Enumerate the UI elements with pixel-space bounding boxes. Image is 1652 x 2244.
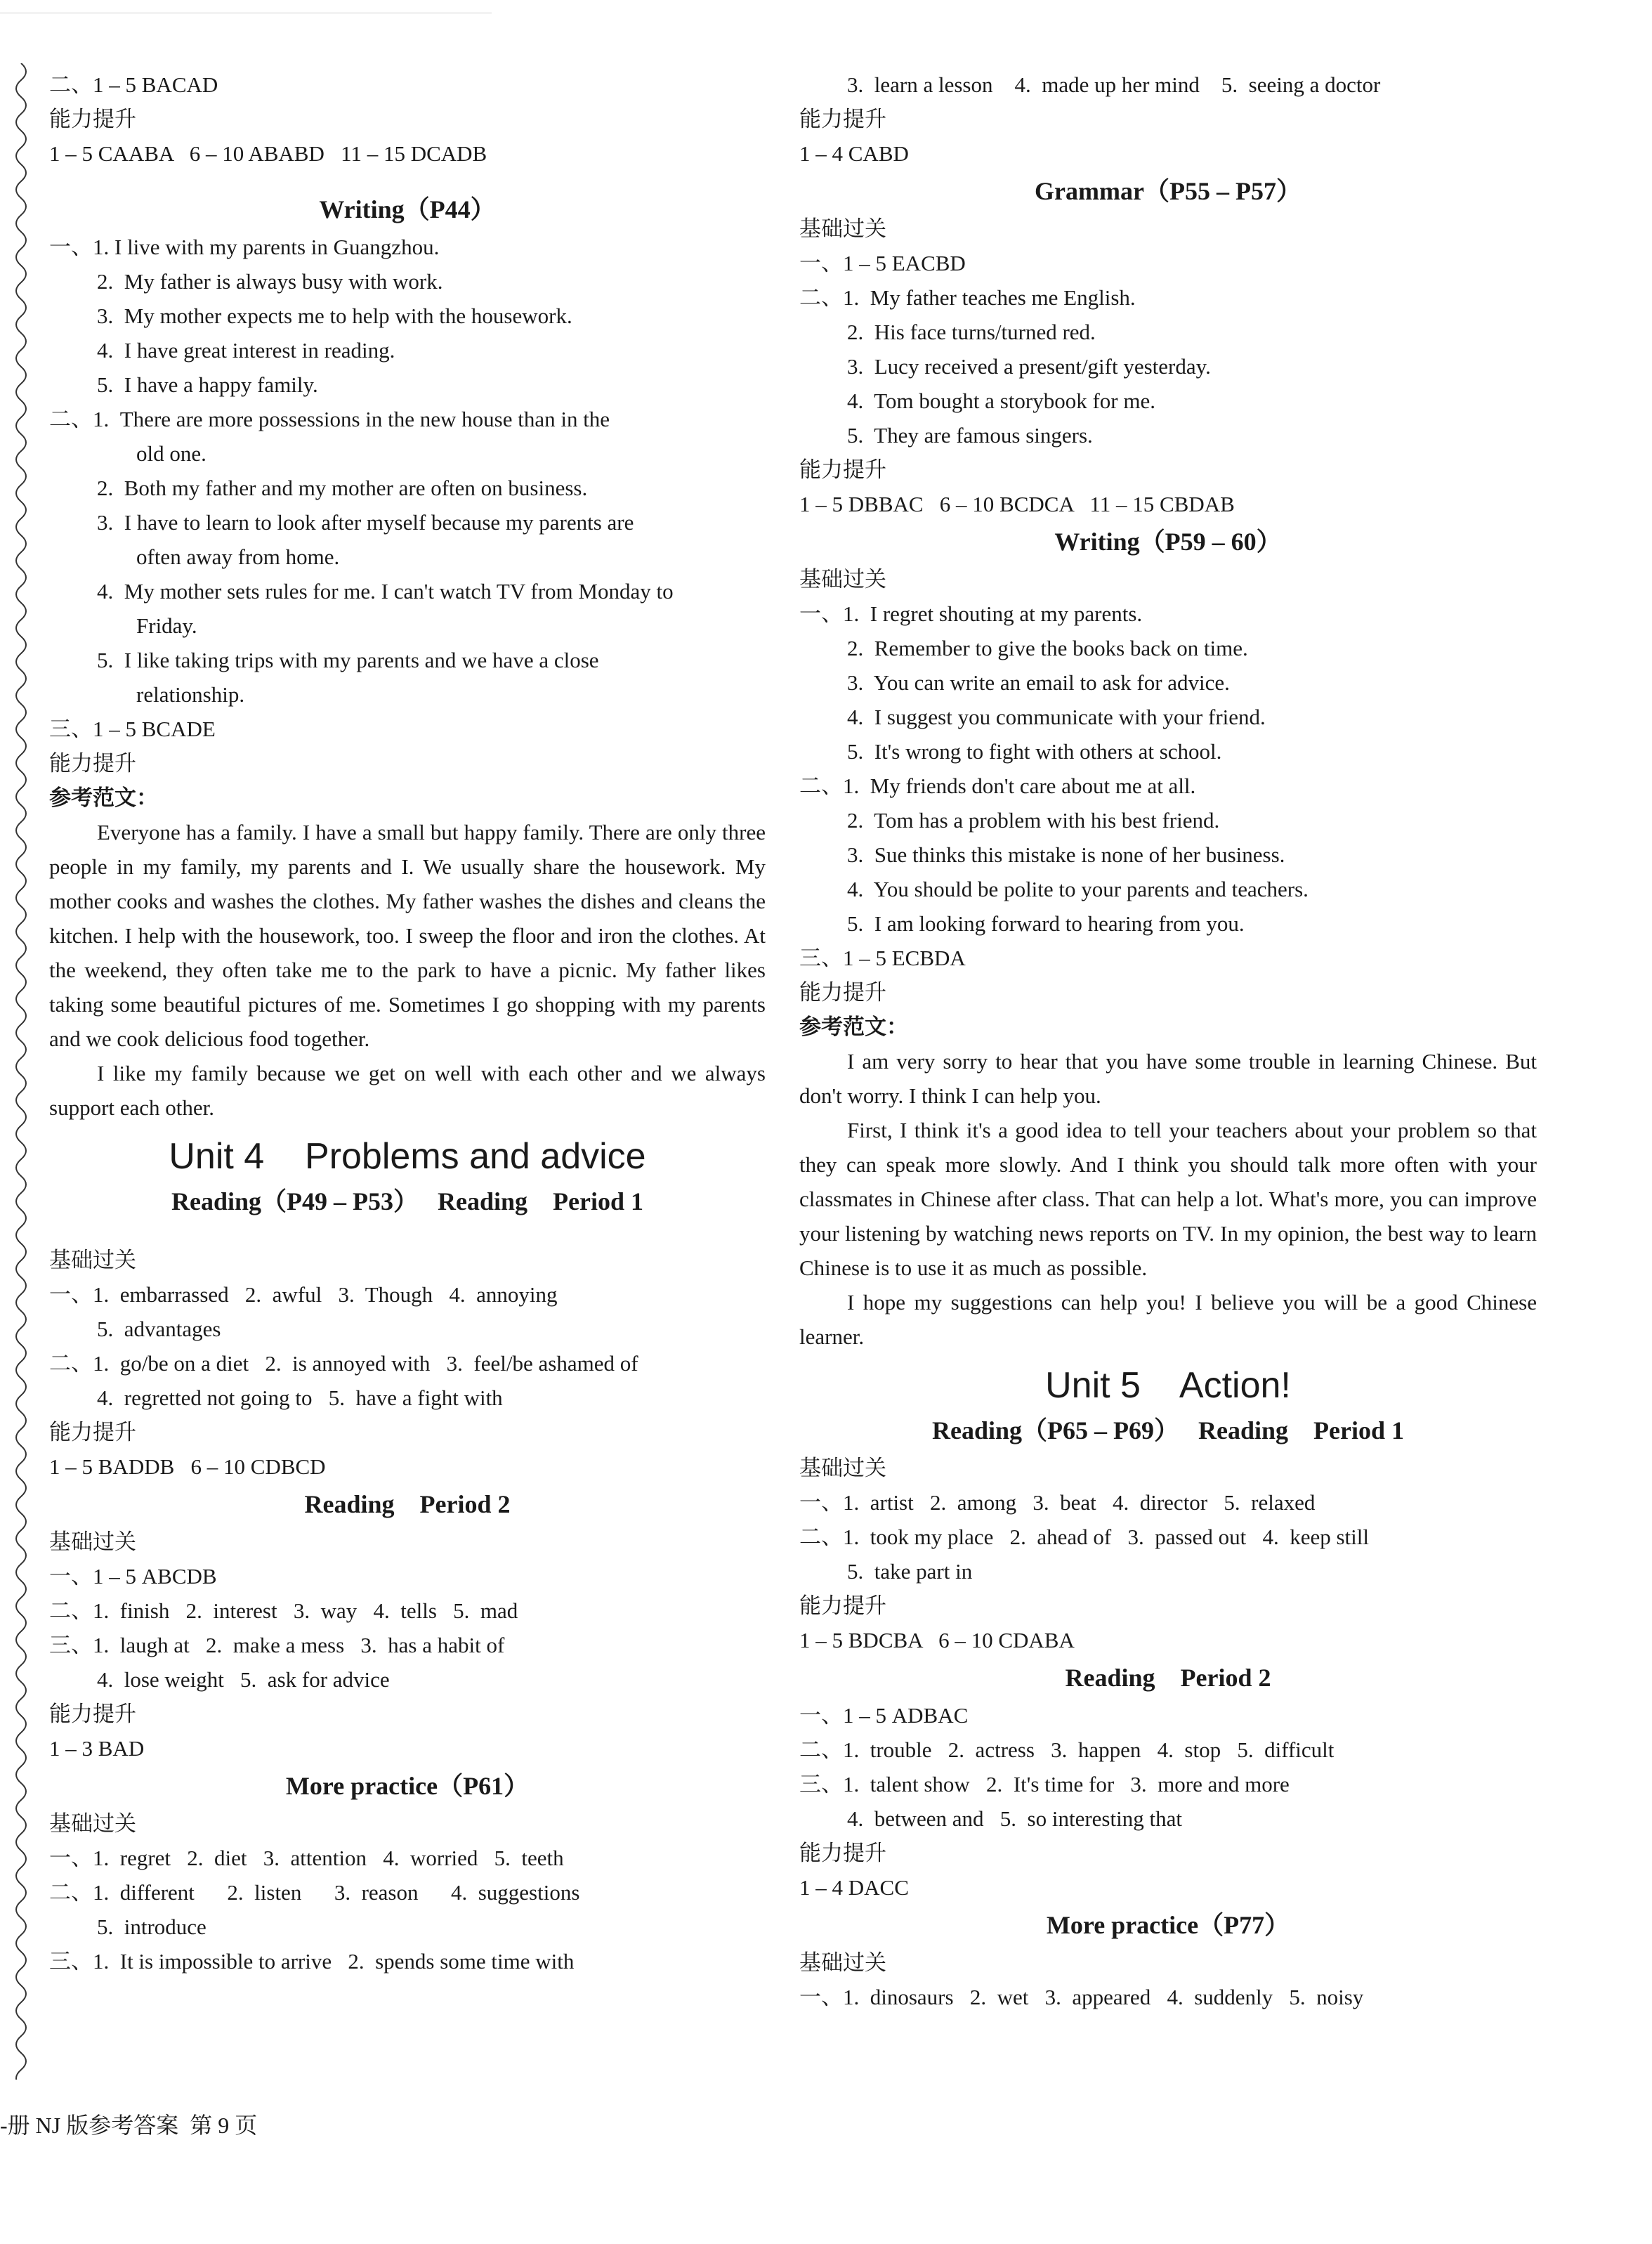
section-title-reading-period-1: Reading（P49 – P53） Reading Period 1	[171, 1187, 643, 1215]
answer-line: 5. They are famous singers.	[847, 423, 1093, 448]
section-label: 基础过关	[49, 1529, 136, 1554]
section-label: 能力提升	[799, 107, 886, 131]
answer-line: 2. His face turns/turned red.	[847, 320, 1096, 344]
answer-line: 1 – 5 DBBAC 6 – 10 BCDCA 11 – 15 CBDAB	[799, 492, 1235, 516]
answer-line: 三、1 – 5 BCADE	[49, 717, 216, 741]
answer-line: 3. My mother expects me to help with the housework.	[97, 304, 572, 328]
answer-line: 一、1 – 5 EACBD	[799, 251, 966, 275]
answer-line: 一、1 – 5 ABCDB	[49, 1564, 217, 1589]
essay-paragraph: First, I think it's a good idea to tell your teachers about your problem so that they can speak more slowly. And I think you should talk more often with your classmates in Chinese after class. That can help a lot. What's more, you can improve your listening by watching news reports on TV. In my opinion, the best way to learn Chinese is to use it as much as possible.	[799, 1118, 1537, 1280]
section-label: 能力提升	[799, 1841, 886, 1865]
answer-line: 4. I suggest you communicate with your friend.	[847, 705, 1266, 729]
answer-line: 三、1. talent show 2. It's time for 3. more and more	[799, 1772, 1290, 1796]
item-number: 一、1.	[49, 235, 110, 259]
answer-line: 一、1 – 5 ADBAC	[799, 1703, 969, 1728]
section-title-writing-p59: Writing（P59 – 60）	[1054, 528, 1282, 556]
answer-line: 4. I have great interest in reading.	[97, 338, 395, 363]
section-label: 能力提升	[49, 1420, 136, 1444]
answer-line: 5. take part in	[847, 1559, 973, 1584]
decorative-wavy-border	[0, 63, 42, 2080]
answer-line: 3. Sue thinks this mistake is none of her business.	[847, 842, 1285, 867]
answer-line: 5. advantages	[97, 1317, 221, 1341]
answer-line: relationship.	[136, 682, 245, 707]
answer-line: often away from home.	[136, 544, 340, 569]
right-column	[799, 67, 1537, 2014]
section-label: 能力提升	[49, 751, 136, 776]
sample-essay-label: 参考范文：	[799, 1015, 908, 1039]
section-label: 能力提升	[799, 457, 886, 482]
answer-line: 1 – 5 BADDB 6 – 10 CDBCD	[49, 1454, 326, 1479]
answer-line: 5. I am looking forward to hearing from you.	[847, 911, 1245, 936]
section-title-reading-period-2: Reading Period 2	[1065, 1664, 1271, 1692]
answer-line: 三、1. laugh at 2. make a mess 3. has a habit of	[49, 1633, 505, 1657]
answer-line: 一、1. artist 2. among 3. beat 4. director 5. relaxed	[799, 1490, 1316, 1515]
answer-line: 1 – 5 CAABA 6 – 10 ABABD 11 – 15 DCADB	[49, 141, 487, 166]
answer-line: 一、1. embarrassed 2. awful 3. Though 4. annoying	[49, 1282, 558, 1307]
answer-line: 4. You should be polite to your parents and teachers.	[847, 877, 1309, 901]
answer-text: I live with my parents in Guangzhou.	[114, 235, 440, 259]
unit-5-title: Unit 5 Action!	[1045, 1365, 1291, 1406]
answer-line: 1 – 5 BDCBA 6 – 10 CDABA	[799, 1628, 1075, 1652]
essay-paragraph: I hope my suggestions can help you! I believe you will be a good Chinese learner.	[799, 1290, 1537, 1349]
essay-paragraph: Everyone has a family. I have a small but happy family. There are only three people in my family, my parents and I. We usually share the housework. My mother cooks and washes the clothes. My father washes the dishes and cleans the kitchen. I help with the housework, too. I sweep the floor and iron the clothes. At the weekend, they often take me to the park to have a picnic. My father likes taking some beautiful pictures of me. Sometimes I go shopping with my parents and we cook delicious food together.	[49, 820, 766, 1051]
sample-essay-label: 参考范文：	[49, 785, 158, 810]
answer-line: 二、1. My father teaches me English.	[799, 285, 1136, 310]
essay-paragraph: I like my family because we get on well with each other and we always support each other.	[49, 1061, 766, 1120]
section-title-reading-period-1: Reading（P65 – P69） Reading Period 1	[932, 1416, 1404, 1444]
left-column	[49, 67, 766, 1978]
answer-line: 2. Tom has a problem with his best friend.	[847, 808, 1220, 833]
answer-line: 二、1. trouble 2. actress 3. happen 4. stop 5. difficult	[799, 1737, 1335, 1762]
answer-line: 二、1. My friends don't care about me at all.	[799, 774, 1196, 798]
answer-line: 4. My mother sets rules for me. I can't watch TV from Monday to	[97, 579, 674, 604]
answer-line: 3. You can write an email to ask for advice.	[847, 670, 1230, 695]
answer-line: 二、1. There are more possessions in the new house than in the	[49, 407, 610, 431]
answer-line: 4. Tom bought a storybook for me.	[847, 389, 1155, 413]
answer-line: 2. My father is always busy with work.	[97, 269, 443, 294]
section-title-more-practice-p61: More practice（P61）	[285, 1772, 530, 1800]
answer-line: 5. I like taking trips with my parents and we have a close	[97, 648, 599, 672]
answer-line: 二、1. finish 2. interest 3. way 4. tells 5. mad	[49, 1598, 518, 1623]
section-label: 能力提升	[799, 1593, 886, 1618]
essay-paragraph: I am very sorry to hear that you have some trouble in learning Chinese. But don't worry. I think I can help you.	[799, 1049, 1537, 1108]
answer-line: 5. It's wrong to fight with others at school.	[847, 739, 1222, 764]
section-title-more-practice-p77: More practice（P77）	[1046, 1911, 1290, 1939]
answer-line: 二、1. took my place 2. ahead of 3. passed out 4. keep still	[799, 1525, 1370, 1549]
answer-line: 二、1 – 5 BACAD	[49, 72, 218, 97]
section-title-writing-p44: Writing（P44）	[319, 195, 496, 223]
section-title-reading-period-2: Reading Period 2	[304, 1490, 511, 1518]
answer-line: 5. introduce	[97, 1914, 206, 1939]
answer-line: Friday.	[136, 613, 197, 638]
answer-line: 3. I have to learn to look after myself because my parents are	[97, 510, 634, 535]
answer-line: 3. learn a lesson 4. made up her mind 5. seeing a doctor	[847, 72, 1381, 97]
section-label: 能力提升	[49, 1702, 136, 1726]
answer-line: 2. Both my father and my mother are often on business.	[97, 476, 588, 500]
answer-line: 三、1. It is impossible to arrive 2. spends some time with	[49, 1949, 575, 1974]
section-label: 基础过关	[799, 1950, 886, 1975]
answer-line: 一、1. regret 2. diet 3. attention 4. worried 5. teeth	[49, 1846, 564, 1870]
section-label: 基础过关	[799, 216, 886, 241]
answer-line: 1 – 4 DACC	[799, 1875, 909, 1900]
answer-line: 二、1. different 2. listen 3. reason 4. suggestions	[49, 1880, 580, 1905]
section-title-grammar: Grammar（P55 – P57）	[1035, 177, 1302, 205]
answer-line: 4. between and 5. so interesting that	[847, 1806, 1182, 1831]
answer-line: 4. lose weight 5. ask for advice	[97, 1667, 390, 1692]
section-label: 基础过关	[799, 1456, 886, 1480]
answer-line: 1 – 4 CABD	[799, 141, 909, 166]
answer-line: old one.	[136, 441, 206, 466]
section-label: 基础过关	[799, 567, 886, 592]
answer-line: 一、1. dinosaurs 2. wet 3. appeared 4. suddenly 5. noisy	[799, 1985, 1364, 2009]
section-label: 能力提升	[49, 107, 136, 131]
page-footer: -册 NJ 版参考答案 第 9 页	[0, 2113, 258, 2138]
answer-line: 1 – 3 BAD	[49, 1736, 145, 1761]
section-label: 基础过关	[49, 1248, 136, 1272]
answer-line: 2. Remember to give the books back on time.	[847, 636, 1248, 660]
section-label: 基础过关	[49, 1811, 136, 1836]
answer-line: 二、1. go/be on a diet 2. is annoyed with 3. feel/be ashamed of	[49, 1351, 638, 1376]
answer-line: 三、1 – 5 ECBDA	[799, 946, 966, 970]
section-label: 能力提升	[799, 980, 886, 1005]
unit-4-title: Unit 4 Problems and advice	[169, 1136, 646, 1177]
answer-line: 一、1. I regret shouting at my parents.	[799, 601, 1143, 626]
answer-line: 3. Lucy received a present/gift yesterday.	[847, 354, 1211, 379]
answer-line: 4. regretted not going to 5. have a fight with	[97, 1385, 503, 1410]
answer-line: 5. I have a happy family.	[97, 372, 318, 397]
answer-line	[49, 230, 766, 264]
